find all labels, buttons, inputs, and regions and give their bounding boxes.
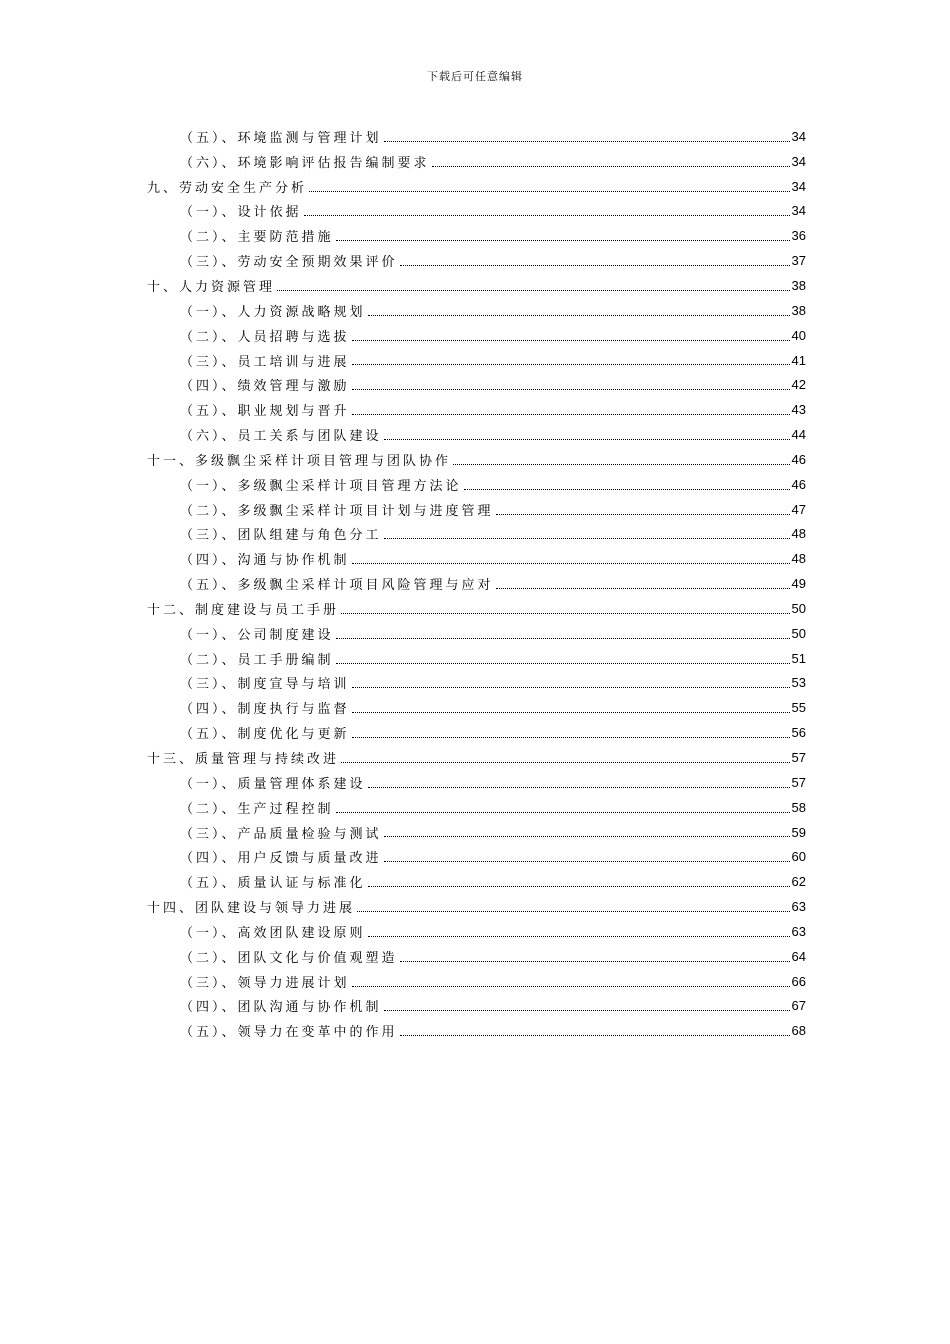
toc-entry-page: 62 bbox=[791, 874, 806, 890]
toc-leader-dots bbox=[352, 562, 790, 564]
toc-entry[interactable] bbox=[147, 397, 806, 422]
toc-leader-dots bbox=[384, 835, 790, 837]
toc-entry[interactable] bbox=[147, 844, 806, 869]
toc-entry[interactable] bbox=[147, 522, 806, 547]
toc-leader-dots bbox=[384, 860, 790, 862]
toc-leader-dots bbox=[341, 761, 790, 763]
toc-leader-dots bbox=[357, 910, 790, 912]
toc-entry-page: 50 bbox=[791, 600, 806, 616]
toc-entry-title: （一）、设计依据 bbox=[180, 205, 302, 221]
toc-entry[interactable] bbox=[147, 820, 806, 845]
toc-entry[interactable] bbox=[147, 770, 806, 795]
toc-leader-dots bbox=[336, 662, 790, 664]
toc-leader-dots bbox=[464, 488, 790, 490]
toc-leader-dots bbox=[384, 1009, 790, 1011]
toc-entry[interactable] bbox=[147, 695, 806, 720]
toc-entry[interactable] bbox=[147, 447, 806, 472]
toc-entry[interactable] bbox=[147, 546, 806, 571]
toc-leader-dots bbox=[368, 935, 790, 937]
toc-entry[interactable] bbox=[147, 422, 806, 447]
toc-entry[interactable] bbox=[147, 919, 806, 944]
toc-entry-title: （五）、质量认证与标准化 bbox=[180, 876, 366, 892]
toc-leader-dots bbox=[336, 239, 790, 241]
toc-entry-title: （三）、员工培训与进展 bbox=[180, 354, 350, 370]
toc-entry-title: 十四、团队建设与领导力进展 bbox=[147, 901, 356, 917]
toc-leader-dots bbox=[352, 413, 790, 415]
toc-leader-dots bbox=[368, 885, 790, 887]
toc-entry-page: 36 bbox=[791, 228, 806, 244]
toc-entry-page: 47 bbox=[791, 501, 806, 517]
toc-leader-dots bbox=[352, 388, 790, 390]
toc-leader-dots bbox=[400, 1034, 790, 1036]
toc-entry[interactable] bbox=[147, 621, 806, 646]
toc-entry-page: 44 bbox=[791, 427, 806, 443]
toc-entry[interactable] bbox=[147, 869, 806, 894]
toc-entry[interactable] bbox=[147, 273, 806, 298]
toc-entry-title: （六）、环境影响评估报告编制要求 bbox=[180, 155, 430, 171]
toc-entry-page: 48 bbox=[791, 551, 806, 567]
toc-entry-title: 十、人力资源管理 bbox=[147, 279, 276, 295]
toc-entry-page: 59 bbox=[791, 824, 806, 840]
toc-entry[interactable] bbox=[147, 149, 806, 174]
toc-entry[interactable] bbox=[147, 894, 806, 919]
toc-entry[interactable] bbox=[147, 671, 806, 696]
toc-entry[interactable] bbox=[147, 745, 806, 770]
toc-entry-page: 34 bbox=[791, 153, 806, 169]
toc-entry[interactable] bbox=[147, 199, 806, 224]
toc-entry-page: 53 bbox=[791, 675, 806, 691]
toc-entry[interactable] bbox=[147, 596, 806, 621]
toc-entry-page: 55 bbox=[791, 700, 806, 716]
toc-leader-dots bbox=[304, 214, 790, 216]
toc-entry-page: 63 bbox=[791, 923, 806, 939]
toc-entry-title: （一）、人力资源战略规划 bbox=[180, 304, 366, 320]
toc-entry-page: 67 bbox=[791, 998, 806, 1014]
toc-leader-dots bbox=[352, 339, 790, 341]
toc-entry-page: 50 bbox=[791, 625, 806, 641]
toc-leader-dots bbox=[309, 190, 790, 192]
toc-entry-page: 38 bbox=[791, 302, 806, 318]
toc-entry[interactable] bbox=[147, 323, 806, 348]
toc-leader-dots bbox=[453, 463, 790, 465]
toc-entry-title: （二）、员工手册编制 bbox=[180, 652, 334, 668]
toc-entry[interactable] bbox=[147, 944, 806, 969]
toc-entry-page: 37 bbox=[791, 253, 806, 269]
toc-entry-page: 49 bbox=[791, 576, 806, 592]
toc-entry-title: （二）、团队文化与价值观塑造 bbox=[180, 950, 398, 966]
toc-entry[interactable] bbox=[147, 1018, 806, 1043]
toc-leader-dots bbox=[496, 587, 790, 589]
toc-entry[interactable] bbox=[147, 472, 806, 497]
toc-entry-title: （五）、职业规划与晋升 bbox=[180, 404, 350, 420]
toc-entry-page: 63 bbox=[791, 899, 806, 915]
toc-entry-page: 46 bbox=[791, 451, 806, 467]
toc-entry-title: （三）、制度宣导与培训 bbox=[180, 677, 350, 693]
toc-entry[interactable] bbox=[147, 969, 806, 994]
toc-entry-title: （六）、员工关系与团队建设 bbox=[180, 429, 382, 445]
toc-entry-page: 66 bbox=[791, 973, 806, 989]
toc-entry[interactable] bbox=[147, 174, 806, 199]
toc-entry-title: 十一、多级飘尘采样计项目管理与团队协作 bbox=[147, 453, 452, 469]
toc-leader-dots bbox=[400, 264, 790, 266]
toc-entry-page: 58 bbox=[791, 799, 806, 815]
toc-entry[interactable] bbox=[147, 646, 806, 671]
toc-entry-title: （一）、公司制度建设 bbox=[180, 627, 334, 643]
toc-leader-dots bbox=[341, 612, 790, 614]
toc-entry-title: （一）、质量管理体系建设 bbox=[180, 776, 366, 792]
toc-entry-title: （四）、沟通与协作机制 bbox=[180, 553, 350, 569]
toc-entry[interactable] bbox=[147, 795, 806, 820]
toc-entry-title: （四）、团队沟通与协作机制 bbox=[180, 1000, 382, 1016]
toc-entry-title: （二）、生产过程控制 bbox=[180, 801, 334, 817]
toc-entry[interactable] bbox=[147, 124, 806, 149]
toc-entry[interactable] bbox=[147, 348, 806, 373]
toc-entry[interactable] bbox=[147, 298, 806, 323]
toc-leader-dots bbox=[336, 637, 790, 639]
toc-entry[interactable] bbox=[147, 372, 806, 397]
toc-leader-dots bbox=[384, 140, 790, 142]
toc-entry[interactable] bbox=[147, 571, 806, 596]
toc-entry-page: 57 bbox=[791, 774, 806, 790]
toc-entry-title: （五）、制度优化与更新 bbox=[180, 727, 350, 743]
toc-entry-title: （四）、制度执行与监督 bbox=[180, 702, 350, 718]
toc-entry-title: （一）、高效团队建设原则 bbox=[180, 925, 366, 941]
toc-entry-page: 34 bbox=[791, 178, 806, 194]
toc-leader-dots bbox=[352, 985, 790, 987]
toc-entry[interactable] bbox=[147, 994, 806, 1019]
toc-entry-page: 60 bbox=[791, 849, 806, 865]
toc-leader-dots bbox=[384, 537, 790, 539]
toc-leader-dots bbox=[336, 811, 790, 813]
toc-leader-dots bbox=[384, 438, 790, 440]
toc-entry-page: 38 bbox=[791, 277, 806, 293]
toc-entry-title: （三）、劳动安全预期效果评价 bbox=[180, 255, 398, 271]
toc-entry-title: 十三、质量管理与持续改进 bbox=[147, 752, 340, 768]
toc-leader-dots bbox=[352, 736, 790, 738]
toc-entry-title: 九、劳动安全生产分析 bbox=[147, 180, 308, 196]
toc-entry-title: （三）、领导力进展计划 bbox=[180, 975, 350, 991]
toc-entry-title: （五）、多级飘尘采样计项目风险管理与应对 bbox=[180, 578, 494, 594]
toc-leader-dots bbox=[277, 289, 790, 291]
toc-entry-page: 34 bbox=[791, 203, 806, 219]
toc-entry-page: 68 bbox=[791, 1023, 806, 1039]
toc-leader-dots bbox=[496, 513, 790, 515]
table-of-contents bbox=[147, 124, 806, 1043]
toc-entry[interactable] bbox=[147, 223, 806, 248]
toc-entry-page: 51 bbox=[791, 650, 806, 666]
toc-entry-title: （五）、环境监测与管理计划 bbox=[180, 130, 382, 146]
toc-entry-title: （三）、产品质量检验与测试 bbox=[180, 826, 382, 842]
toc-entry-page: 46 bbox=[791, 476, 806, 492]
toc-entry-page: 42 bbox=[791, 377, 806, 393]
toc-leader-dots bbox=[432, 165, 790, 167]
toc-entry-page: 41 bbox=[791, 352, 806, 368]
toc-entry-title: （四）、用户反馈与质量改进 bbox=[180, 851, 382, 867]
toc-leader-dots bbox=[400, 960, 790, 962]
toc-entry-title: （五）、领导力在变革中的作用 bbox=[180, 1025, 398, 1041]
toc-entry-page: 56 bbox=[791, 725, 806, 741]
toc-entry-title: （四）、绩效管理与激励 bbox=[180, 379, 350, 395]
toc-leader-dots bbox=[352, 711, 790, 713]
toc-entry-page: 40 bbox=[791, 327, 806, 343]
toc-entry-title: （二）、主要防范措施 bbox=[180, 230, 334, 246]
toc-entry-title: （二）、多级飘尘采样计项目计划与进度管理 bbox=[180, 503, 494, 519]
toc-entry-title: （二）、人员招聘与选拔 bbox=[180, 329, 350, 345]
toc-entry[interactable] bbox=[147, 497, 806, 522]
toc-entry-page: 34 bbox=[791, 128, 806, 144]
toc-entry-title: （一）、多级飘尘采样计项目管理方法论 bbox=[180, 478, 462, 494]
toc-entry-page: 43 bbox=[791, 402, 806, 418]
toc-leader-dots bbox=[352, 686, 790, 688]
toc-entry-page: 64 bbox=[791, 948, 806, 964]
toc-leader-dots bbox=[368, 314, 790, 316]
page-header: 下载后可任意编辑 bbox=[427, 70, 523, 83]
toc-leader-dots bbox=[352, 363, 790, 365]
toc-leader-dots bbox=[368, 786, 790, 788]
toc-entry-title: 十二、制度建设与员工手册 bbox=[147, 602, 340, 618]
toc-entry-page: 48 bbox=[791, 526, 806, 542]
toc-entry[interactable] bbox=[147, 720, 806, 745]
toc-entry-page: 57 bbox=[791, 750, 806, 766]
toc-entry[interactable] bbox=[147, 248, 806, 273]
toc-entry-title: （三）、团队组建与角色分工 bbox=[180, 528, 382, 544]
